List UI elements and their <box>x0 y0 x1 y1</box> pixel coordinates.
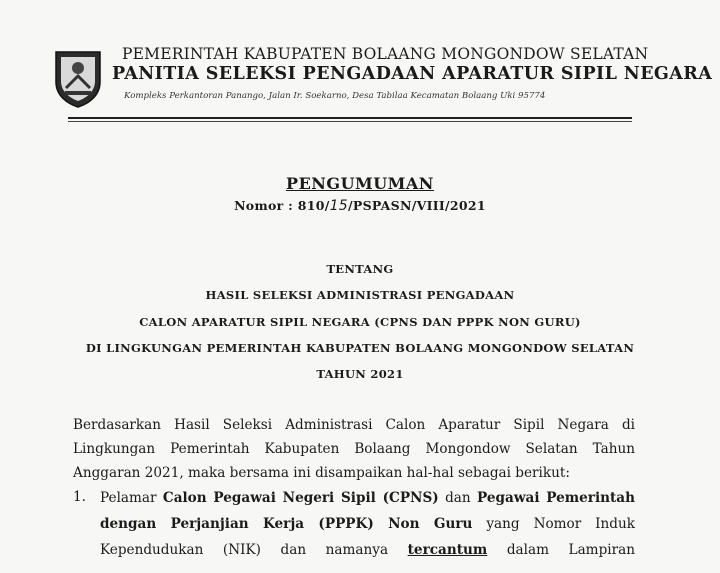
regency-emblem-logo <box>52 48 104 108</box>
intro-line-1: Berdasarkan Hasil Seleksi Administrasi Calon Aparatur Sipil Negara di <box>73 417 635 433</box>
header-divider <box>68 117 632 119</box>
list-item-line-2: dengan Perjanjian Kerja (PPPK) Non Guru yang Nomor Induk <box>100 516 635 532</box>
list-item-line-3: Kependudukan (NIK) dan namanya tercantum dalam Lampiran <box>100 542 635 558</box>
government-name: PEMERINTAH KABUPATEN BOLAANG MONGONDOW SELATAN <box>122 45 649 63</box>
announcement-title: PENGUMUMAN <box>286 174 434 193</box>
intro-line-2: Lingkungan Pemerintah Kabupaten Bolaang Mongondow Selatan Tahun <box>73 441 635 457</box>
header-divider-thin <box>68 121 632 122</box>
committee-name: PANITIA SELEKSI PENGADAAN APARATUR SIPIL NEGARA <box>112 64 713 84</box>
subject-line-4: DI LINGKUNGAN PEMERINTAH KABUPATEN BOLAANG MONGONDOW SELATAN <box>85 341 635 355</box>
list-item-number: 1. <box>73 489 86 505</box>
handwritten-number: 15 <box>329 198 348 214</box>
subject-line-3: CALON APARATUR SIPIL NEGARA (CPNS DAN PPPK NON GURU) <box>139 315 581 329</box>
subject-line-1: TENTANG <box>326 262 394 276</box>
intro-line-3: Anggaran 2021, maka bersama ini disampaikan hal-hal sebagai berikut: <box>73 465 570 481</box>
subject-line-5: TAHUN 2021 <box>316 367 404 381</box>
subject-line-2: HASIL SELEKSI ADMINISTRASI PENGADAAN <box>205 288 515 302</box>
list-item-line-1: Pelamar Calon Pegawai Negeri Sipil (CPNS) dan Pegawai Pemerintah <box>100 490 635 506</box>
office-address: Kompleks Perkantoran Panango, Jalan Ir. Soekarno, Desa Tabilaa Kecamatan Bolaang Uki 95774 <box>124 91 546 101</box>
announcement-number: Nomor : 810/15/PSPASN/VIII/2021 <box>234 198 486 214</box>
